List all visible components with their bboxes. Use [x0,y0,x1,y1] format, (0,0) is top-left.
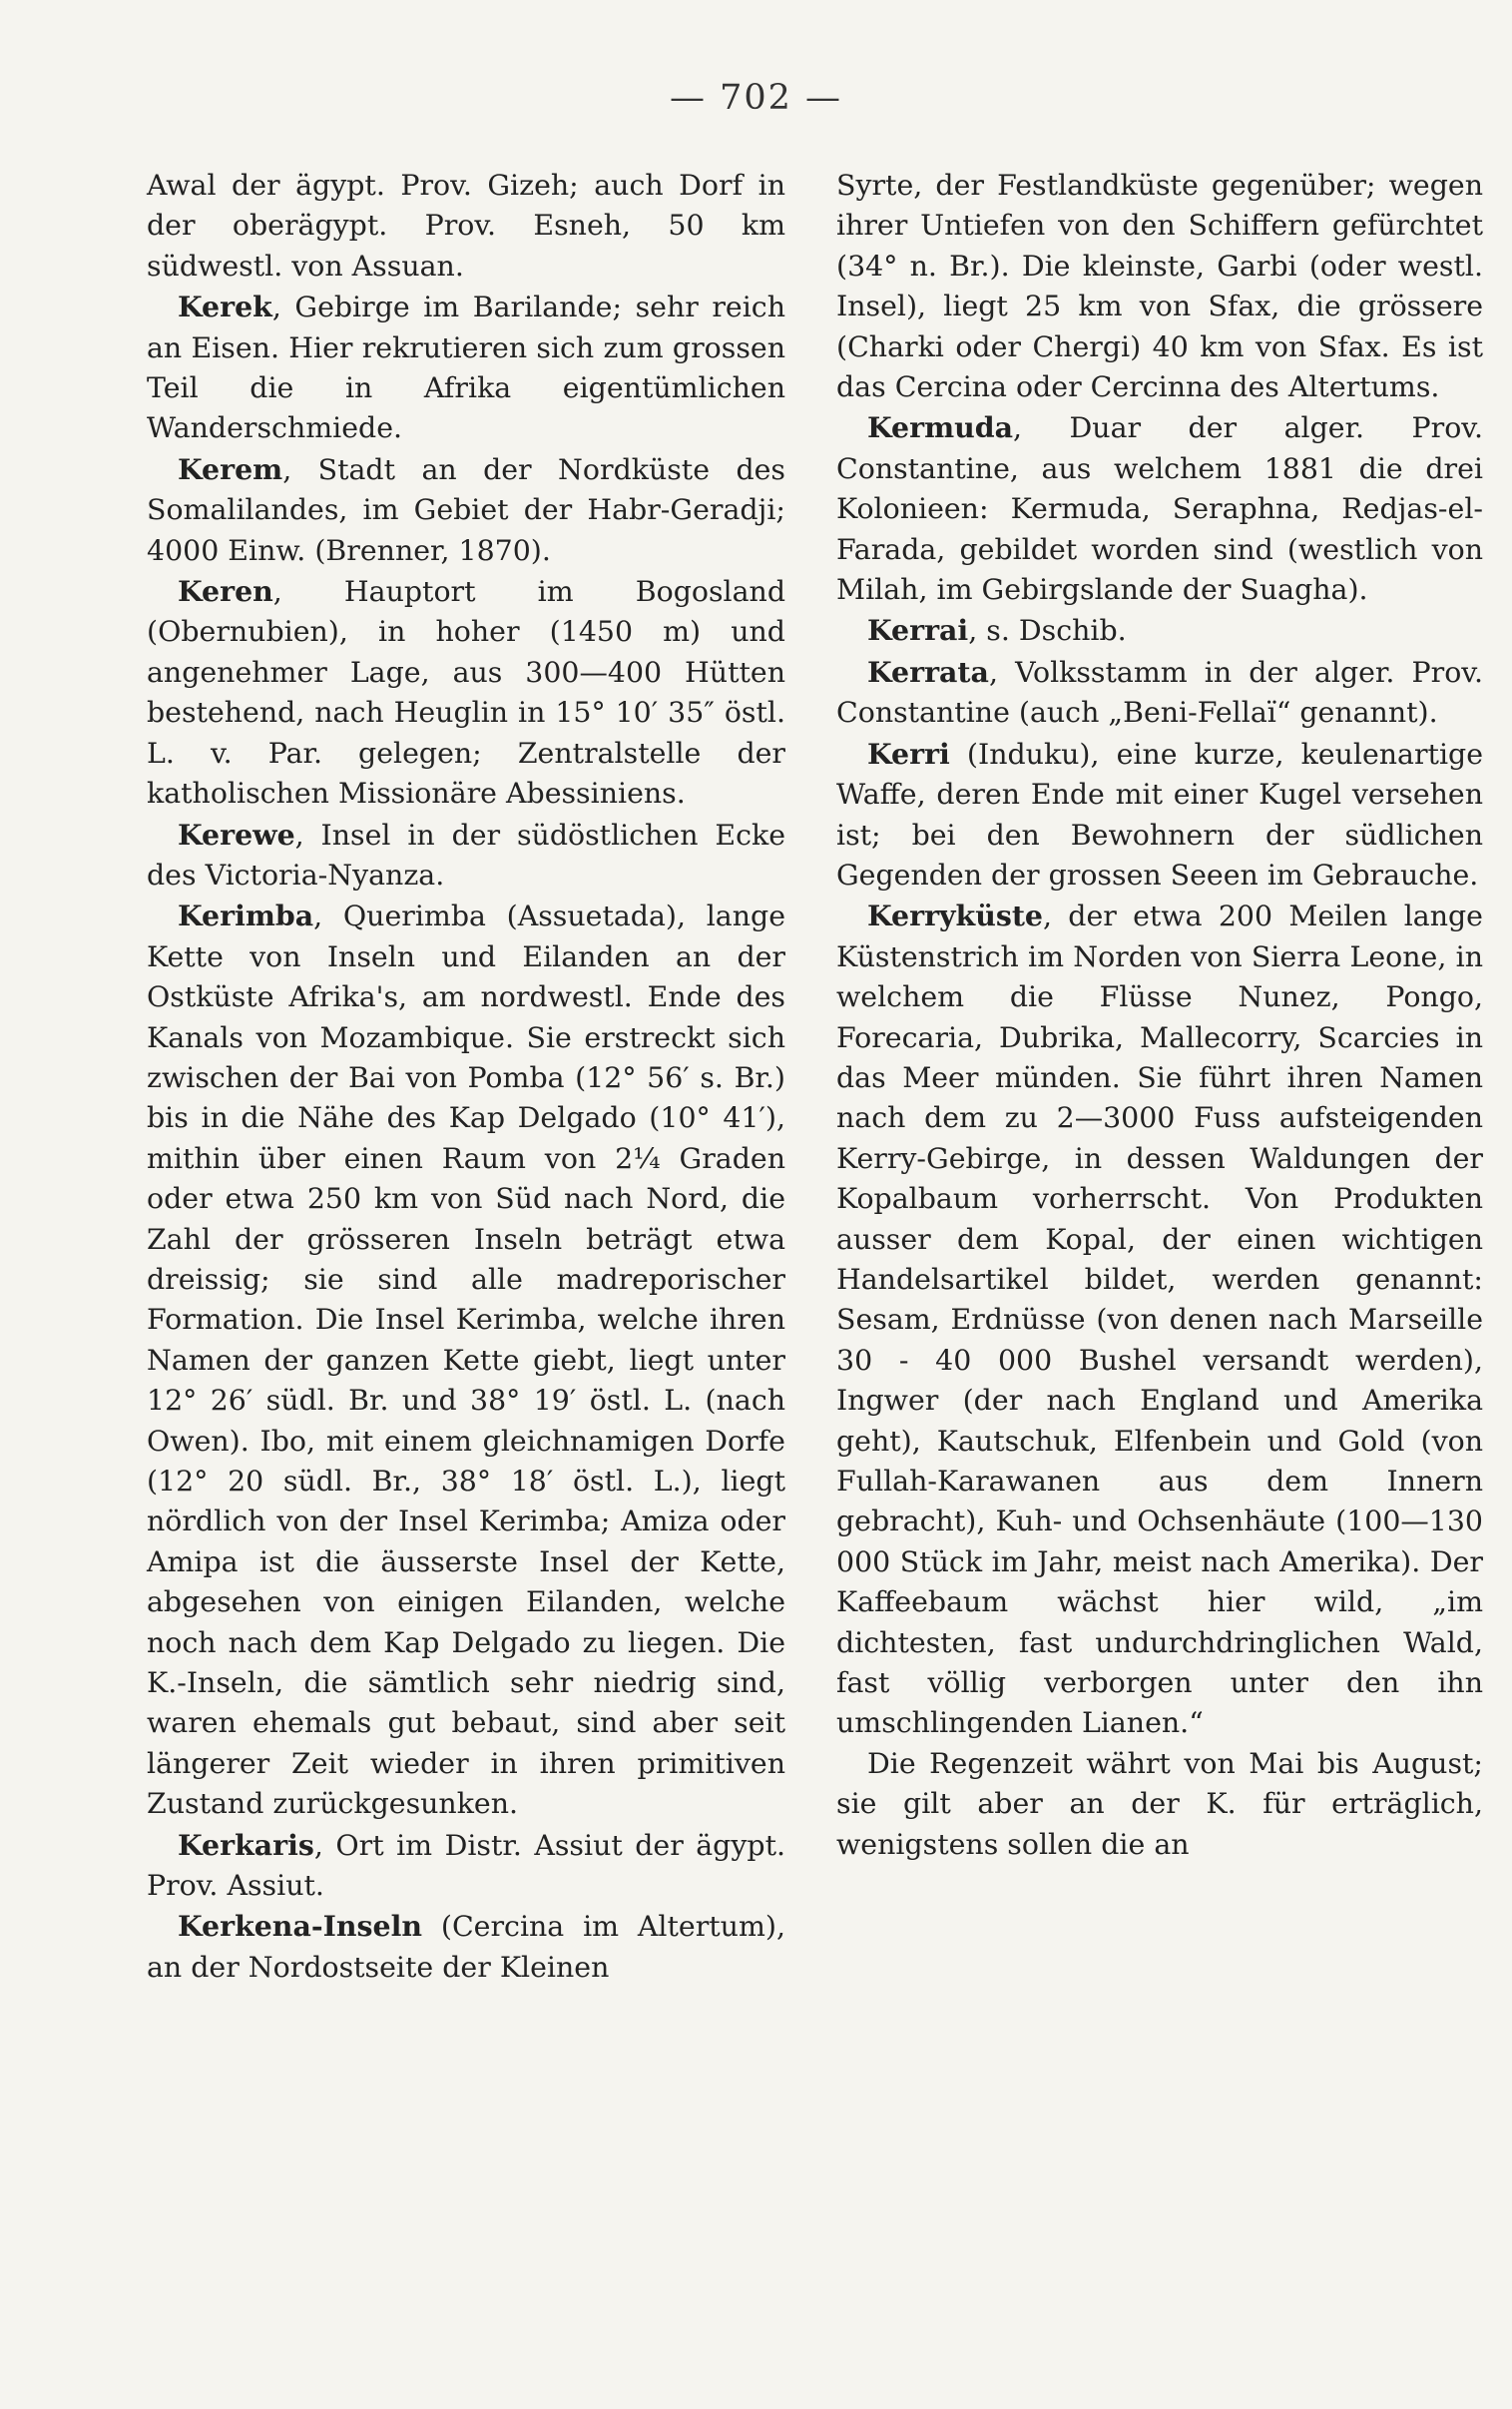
entry-headword: Kerrai [867,613,969,648]
entry-kerimba [147,896,785,1824]
entry-text: (Induku), eine kurze, keulenartige Waffe, deren Ende mit einer Kugel versehen ist; bei den Bewohnern der südlichen Gegenden der grossen Seeen im Gebrauche. [836,737,1483,892]
entry-continuation [836,166,1483,407]
entry-kerrata [836,652,1483,734]
entry-text: , Insel in der südöstlichen Ecke des Victoria-Nyanza. [147,818,785,892]
entry-headword: Kerryküste [867,899,1043,933]
left-column [147,166,785,1988]
entry-text: , s. Dschib. [968,614,1127,648]
entry-text: Awal der ägypt. Prov. Gizeh; auch Dorf in der oberägypt. Prov. Esneh, 50 km südwestl. von Assuan. [147,169,785,283]
entry-text: Syrte, der Festlandküste gegenüber; wegen ihrer Untiefen von den Schiffern gefürchtet (34° n. Br.). Die kleinste, Garbi (oder westl. Insel), liegt 25 km von Sfax, die grössere (Charki oder Chergi) 40 km von Sfax. Es ist das Cercina oder Cercinna des Altertums. [836,169,1483,404]
entry-keren [147,571,785,814]
entry-kerem [147,449,785,571]
entry-text: , Ort im Distr. Assiut der ägypt. Prov. Assiut. [147,1828,785,1903]
entry-kerek [147,287,785,449]
entry-headword: Kermuda [867,410,1014,445]
entry-headword: Kerem [178,451,283,486]
entry-headword: Kerimba [178,899,314,933]
entry-headword: Kerkaris [178,1827,314,1862]
entry-kerkaris [147,1825,785,1907]
entry-headword: Kerrata [867,654,989,689]
entry-headword: Kerek [178,290,272,324]
entry-text: , Duar der alger. Prov. Constantine, aus welchem 1881 die drei Kolonieen: Kermuda, Seraphna, Redjas-el-Farada, gebildet worden sind (westlich von Milah, im Gebirgslande der Suagha). [836,411,1483,607]
entry-headword: Kerewe [178,817,295,852]
page-number: — 702 — [669,78,843,118]
entry-text: , Volksstamm in der alger. Prov. Constantine (auch „Beni-Fellaï“ genannt). [836,655,1483,730]
entry-kermuda [836,407,1483,610]
entry-headword: Kerkena-Inseln [178,1909,423,1944]
right-column [836,166,1483,1865]
entry-text: , Hauptort im Bogosland (Obernubien), in hoher (1450 m) und angenehmer Lage, aus 300—400 Hütten bestehend, nach Heuglin in 15° 10′ 35″ östl. L. v. Par. gelegen; Zentralstelle der katholischen Missionäre Abessiniens. [147,575,785,811]
entry-headword: Kerri [867,736,950,771]
entry-continuation [147,166,785,287]
entry-kerewe [147,815,785,897]
entry-text: Die Regenzeit währt von Mai bis August; sie gilt aber an der K. für erträglich, wenigstens sollen die an [836,1746,1483,1861]
entry-paragraph [836,1744,1483,1865]
entry-text: , der etwa 200 Meilen lange Küstenstrich im Norden von Sierra Leone, in welchem die Flüsse Nunez, Pongo, Forecaria, Dubrika, Mallecorry, Scarcies in das Meer münden. Sie führt ihren Namen nach dem zu 2—3000 Fuss aufsteigenden Kerry-Gebirge, in dessen Waldungen der Kopalbaum vorherrscht. Von Produkten ausser dem Kopal, der einen wichtigen Handelsartikel bildet, werden genannt: Sesam, Erdnüsse (von denen nach Marseille 30 - 40 000 Bushel versandt werden), Ingwer (der nach England und Amerika geht), Kautschuk, Elfenbein und Gold (von Fullah-Karawanen aus dem Innern gebracht), Kuh- und Ochsenhäute (100—130 000 Stück im Jahr, meist nach Amerika). Der Kaffeebaum wächst hier wild, „im dichtesten, fast undurchdringlichen Wald, fast völlig verborgen unter den ihn umschlingenden Lianen.“ [836,900,1483,1740]
entry-text: , Querimba (Assuetada), lange Kette von Inseln und Eilanden an der Ostküste Afrika's, am nordwestl. Ende des Kanals von Mozambique. Sie erstreckt sich zwischen der Bai von Pomba (12° 56′ s. Br.) bis in die Nähe des Kap Delgado (10° 41′), mithin über einen Raum von 2¼ Graden oder etwa 250 km von Süd nach Nord, die Zahl der grösseren Inseln beträgt etwa dreissig; sie sind alle madreporischer Formation. Die Insel Kerimba, welche ihren Namen der ganzen Kette giebt, liegt unter 12° 26′ südl. Br. und 38° 19′ östl. L. (nach Owen). Ibo, mit einem gleichnamigen Dorfe (12° 20 südl. Br., 38° 18′ östl. L.), liegt nördlich von der Insel Kerimba; Amiza oder Amipa ist die äusserste Insel der Kette, abgesehen von einigen Eilanden, welche noch nach dem Kap Delgado zu liegen. Die K.-Inseln, die sämtlich sehr niedrig sind, waren ehemals gut bebaut, sind aber seit längerer Zeit wieder in ihren primitiven Zustand zurückgesunken. [147,900,785,1821]
entry-kerkena-inseln [147,1906,785,1988]
entry-kerrai [836,610,1483,651]
entry-text: (Cercina im Altertum), an der Nordostseite der Kleinen [147,1910,785,1984]
entry-kerri [836,734,1483,897]
entry-text: , Gebirge im Barilande; sehr reich an Eisen. Hier rekrutieren sich zum grossen Teil die in Afrika eigentümlichen Wanderschmiede. [147,291,785,445]
entry-kerrykueste [836,896,1483,1744]
entry-headword: Keren [178,574,273,609]
entry-text: , Stadt an der Nordküste des Somalilandes, im Gebiet der Habr-Geradji; 4000 Einw. (Brenner, 1870). [147,452,785,567]
